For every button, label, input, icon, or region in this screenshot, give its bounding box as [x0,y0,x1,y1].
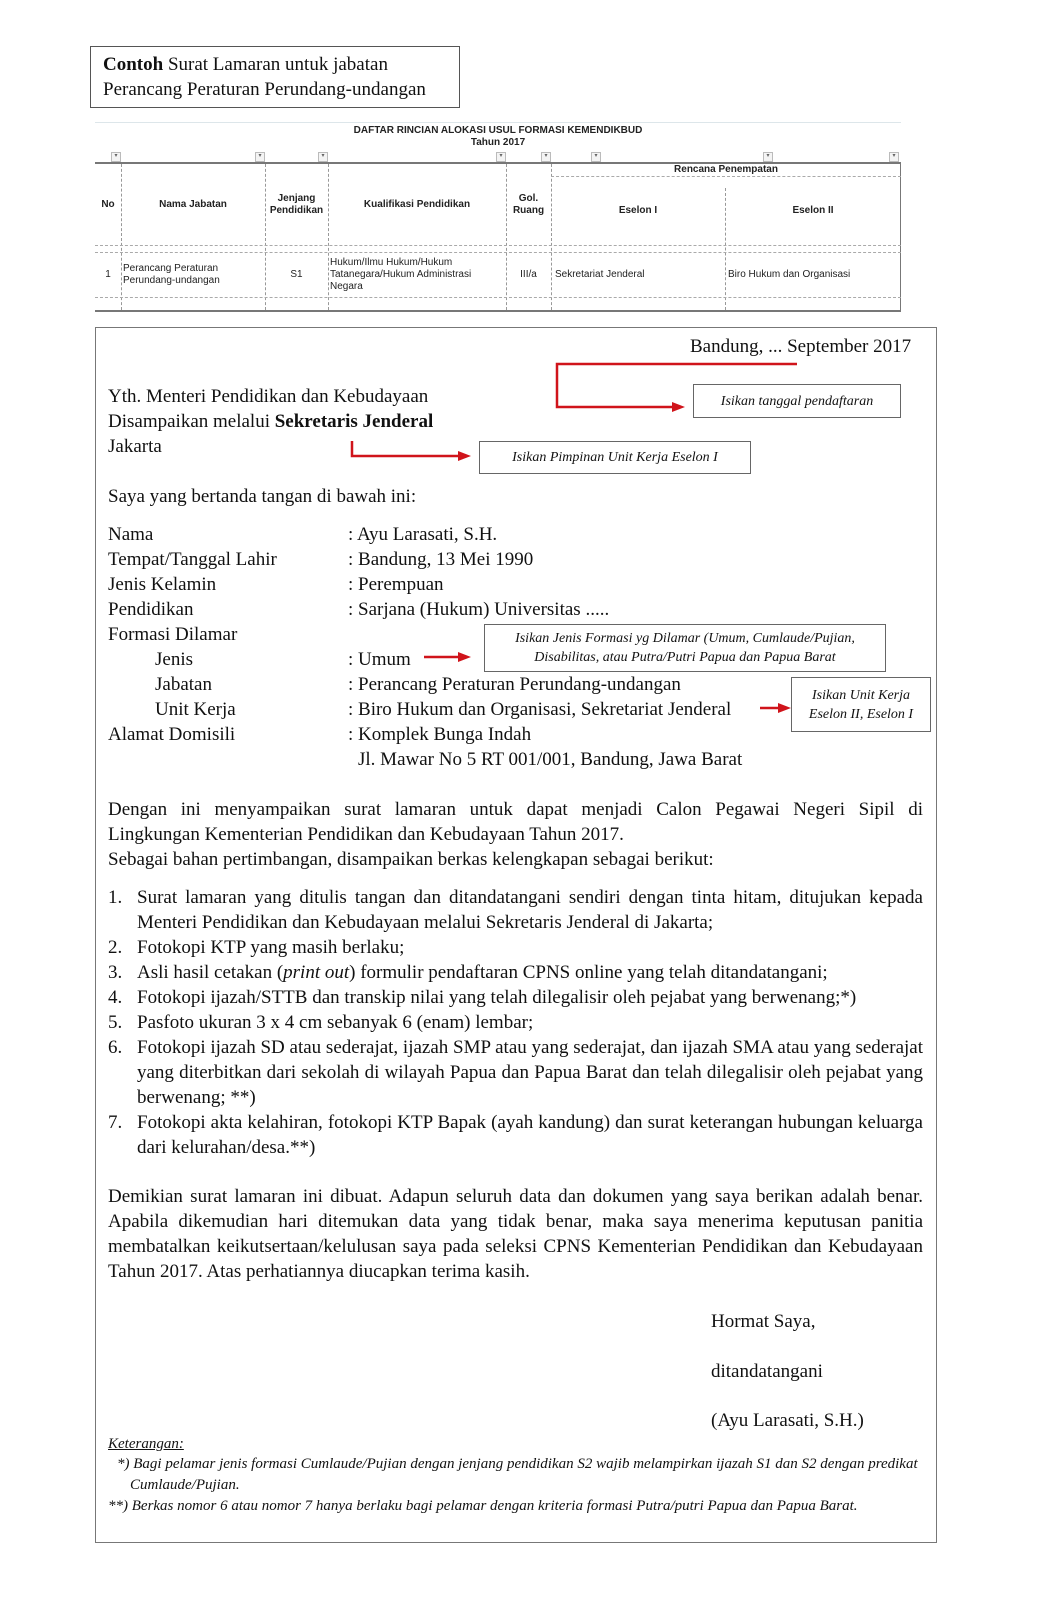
list-item [108,1010,923,1035]
title-line1: Surat Lamaran untuk jabatan [163,54,388,75]
note-2: **) Berkas nomor 6 atau nomor 7 hanya berlaku bagi pelamar dengan kriteria formasi Putra/putri Papua dan Papua Barat. [108,1498,858,1514]
filter-dropdown-icon[interactable]: ▾ [763,152,773,162]
sheet-subtitle: Tahun 2017 [470,137,526,148]
field-label-alamat: Alamat Domisili [108,724,236,745]
field-value-unit: : Biro Hukum dan Organisasi, Sekretariat Jenderal [348,699,732,720]
field-label-ttl: Tempat/Tanggal Lahir [108,549,277,570]
col-header-no: No [101,198,115,210]
para1-line2: Lingkungan Kementerian Pendidikan dan Kebudayaan Tahun 2017. [108,824,624,845]
cell-eselon1: Sekretariat Jenderal [555,269,645,280]
arrowhead-icon [672,402,685,412]
note-1: *) Bagi pelamar jenis formasi Cumlaude/Pujian dengan jenjang pendidikan S2 wajib melampirkan ijazah S1 dan S2 dengan predikat Cumlaude/Pujian. [117,1456,918,1493]
field-value-jenis: : Umum [348,649,411,670]
field-label-jk: Jenis Kelamin [108,574,217,595]
list-num: 5. [108,1012,123,1033]
closing-paragraph: Demikian surat lamaran ini dibuat. Adapun seluruh data dan dokumen yang saya berikan adalah benar. Apabila dikemudian hari ditemukan data yang tidak benar, maka saya menerima keputusan panitia membatalkan keikutsertaan/kelulusan saya pada seleksi CPNS Kementerian Pendidikan dan Kebudayaan Tahun 2017. Atas perhatiannya diucapkan terima kasih. [108,1186,923,1282]
col-header-nama-jabatan: Nama Jabatan [159,198,227,210]
recipient-line1: Yth. Menteri Pendidikan dan Kebudayaan [108,386,429,407]
field-label-pendidikan: Pendidikan [108,599,194,620]
field-value-alamat: : Komplek Bunga Indah [348,724,532,745]
signoff: Hormat Saya, [711,1311,816,1332]
recipient-line3: Jakarta [108,436,162,457]
cell-no: 1 [105,269,111,280]
field-label-jenis: Jenis [155,649,193,670]
field-label-nama: Nama [108,524,154,545]
filter-dropdown-icon[interactable]: ▾ [496,152,506,162]
callout-date: Isikan tanggal pendaftaran [693,384,901,418]
field-value-alamat-2: Jl. Mawar No 5 RT 001/001, Bandung, Jawa Barat [358,749,743,770]
field-value-pendidikan: : Sarjana (Hukum) Universitas ..... [348,599,610,620]
field-value-jabatan: : Perancang Peraturan Perundang-undangan [348,674,681,695]
callout-formasi [484,624,886,672]
list-item [108,1110,923,1160]
filter-dropdown-icon[interactable]: ▾ [255,152,265,162]
cell-gol: III/a [520,269,537,280]
recipient-prefix: Disampaikan melalui [108,411,275,432]
title-line2: Perancang Peraturan Perundang-undangan [103,79,426,100]
field-label-unit: Unit Kerja [155,699,236,720]
callout-unit-kerja [791,677,931,732]
filter-dropdown-icon[interactable]: ▾ [111,152,121,162]
list-item [108,985,923,1010]
list-item [108,960,923,985]
intro-text: Saya yang bertanda tangan di bawah ini: [108,486,417,507]
place-date: Bandung, ... September 2017 [690,336,912,357]
callout-formasi-line2: Disabilitas, atau Putra/Putri Papua dan Papua Barat [534,650,836,665]
recipient-bold: Sekretaris Jenderal [274,411,434,432]
list-text: Fotokopi ijazah/STTB dan transkip nilai yang telah dilegalisir oleh pejabat yang berwenang;*) [137,987,857,1008]
field-label-formasi: Formasi Dilamar [108,624,238,645]
arrowhead-icon [778,703,791,713]
col-header-rencana: Rencana Penempatan [674,164,778,175]
col-header-eselon2: Eselon II [792,205,834,216]
list-text: Fotokopi akta kelahiran, fotokopi KTP Bapak (ayah kandung) dan surat keterangan hubungan keluarga dari kelurahan/desa.**) [137,1112,923,1158]
list-item [108,935,923,960]
callout-unit-line2: Eselon II, Eselon I [808,706,914,722]
filter-dropdown-icon[interactable]: ▾ [318,152,328,162]
signed-placeholder: ditandatangani [711,1361,823,1382]
list-num: 6. [108,1037,123,1058]
filter-dropdown-icon[interactable]: ▾ [541,152,551,162]
arrow-eselon1-icon [352,441,460,456]
list-text: Pasfoto ukuran 3 x 4 cm sebanyak 6 (enam) lembar; [137,1012,534,1033]
col-header-gol: Gol. Ruang [512,192,545,216]
cell-eselon2: Biro Hukum dan Organisasi [728,269,851,280]
field-label-jabatan: Jabatan [155,674,212,695]
callout-unit-line1: Isikan Unit Kerja [812,687,910,703]
field-value-jk: : Perempuan [348,574,444,595]
list-text: Surat lamaran yang ditulis tangan dan ditandatangani sendiri dengan tinta hitam, ditujukan kepada Menteri Pendidikan dan Kebudayaan melalui Sekretaris Jenderal di Jakarta; [137,887,923,933]
list-text: Fotokopi ijazah SD atau sederajat, ijazah SMP atau yang sederajat, dan ijazah SMA atau yang sederajat yang diterbitkan dari sekolah di wilayah Papua dan Papua Barat dan telah dilegalisir oleh pejabat yang berwenang; **) [137,1037,923,1108]
col-header-eselon1: Eselon I [618,205,658,216]
title-bold: Contoh [103,54,164,75]
field-value-nama: : Ayu Larasati, S.H. [348,524,498,545]
para1-line3: Sebagai bahan pertimbangan, disampaikan berkas kelengkapan sebagai berikut: [108,849,714,870]
cell-nama-jabatan: Perancang Peraturan Perundang-undangan [123,263,220,286]
col-header-jenjang: Jenjang Pendidikan [269,192,324,216]
filter-dropdown-icon[interactable]: ▾ [889,152,899,162]
callout-eselon1: Isikan Pimpinan Unit Kerja Eselon I [479,441,751,474]
arrowhead-icon [458,652,471,662]
cell-kualifikasi: Hukum/Ilmu Hukum/Hukum Tatanegara/Hukum Administrasi Negara [330,257,472,292]
signature-name: (Ayu Larasati, S.H.) [711,1410,864,1431]
arrowhead-icon [458,451,471,461]
list-item [108,1035,923,1110]
para1-line1: Dengan ini menyampaikan surat lamaran untuk dapat menjadi Calon Pegawai Negeri Sipil di [108,799,923,820]
list-item [108,885,923,935]
list-num: 3. [108,962,123,983]
list-num: 1. [108,887,123,908]
list-text-part: ) formulir pendaftaran CPNS online yang telah ditandatangani; [349,962,828,983]
list-text-part: Asli hasil cetakan ( [137,962,284,983]
list-num: 7. [108,1112,123,1133]
list-text-italic: print out [283,962,350,983]
filter-dropdown-icon[interactable]: ▾ [591,152,601,162]
field-value-ttl: : Bandung, 13 Mei 1990 [348,549,534,570]
callout-formasi-line1: Isikan Jenis Formasi yg Dilamar (Umum, Cumlaude/Pujian, [515,631,855,646]
cell-jenjang: S1 [290,269,303,280]
list-num: 4. [108,987,123,1008]
list-num: 2. [108,937,123,958]
col-header-kualifikasi: Kualifikasi Pendidikan [363,198,471,210]
sheet-title: DAFTAR RINCIAN ALOKASI USUL FORMASI KEMENDIKBUD [353,125,643,136]
list-text: Fotokopi KTP yang masih berlaku; [137,937,405,958]
list-text [137,960,923,985]
notes-title: Keterangan: [108,1436,184,1452]
